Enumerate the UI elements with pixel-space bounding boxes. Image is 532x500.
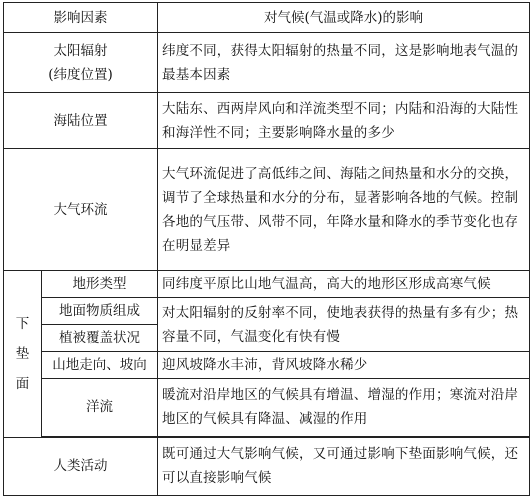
effect-sea-land: 大陆东、西两岸风向和洋流类型不同；内陆和沿海的大陆性和海洋性不同；主要影响降水量的多少 xyxy=(158,93,530,149)
factor-sun-line1: 太阳辐射 xyxy=(53,42,108,59)
effect-current: 暖流对沿岸地区的气候具有增温、增湿的作用；寒流对沿岸地区的气候具有降温、减湿的作用 xyxy=(158,378,530,436)
underlying-char-1: 下 xyxy=(15,316,30,333)
factor-human: 人类活动 xyxy=(4,437,158,495)
effect-sun: 纬度不同，获得太阳辐射的热量不同，这是影响地表气温的最基本因素 xyxy=(158,33,530,93)
effect-human: 既可通过大气影响气候，又可通过影响下垫面影响气候，还可以直接影响气候 xyxy=(158,437,530,495)
row-terrain xyxy=(4,271,530,298)
underlying-char-3: 面 xyxy=(15,376,30,393)
factor-sun-line2: (纬度位置) xyxy=(48,66,113,83)
factor-atmosphere: 大气环流 xyxy=(4,149,158,271)
effect-mountain: 迎风坡降水丰沛，背风坡降水稀少 xyxy=(158,351,530,378)
row-surface xyxy=(4,298,530,325)
factor-sea-land: 海陆位置 xyxy=(4,93,158,149)
factor-surface: 地面物质组成 xyxy=(42,298,158,325)
factor-current: 洋流 xyxy=(42,378,158,436)
effect-atmosphere: 大气环流促进了高低纬之间、海陆之间热量和水分的交换，调节了全球热量和水分的分布，显著影响各地的气候。控制各地的气压带、风带不同，年降水量和降水的季节变化也存在明显差异 xyxy=(158,149,530,271)
row-human xyxy=(4,437,530,495)
effect-terrain: 同纬度平原比山地气温高，高大的地形区形成高寒气候 xyxy=(158,271,530,298)
row-sun xyxy=(4,33,530,93)
effect-surface-vegetation: 对太阳辐射的反射率不同，使地表获得的热量有多有少；热容量不同，气温变化有快有慢 xyxy=(158,298,530,352)
underlying-group-label xyxy=(4,271,42,438)
climate-factors-table xyxy=(3,2,530,496)
header-factor: 影响因素 xyxy=(4,3,158,33)
row-current xyxy=(4,378,530,436)
header-effect: 对气候(气温或降水)的影响 xyxy=(158,3,530,33)
row-mountain xyxy=(4,351,530,378)
row-sea-land xyxy=(4,93,530,149)
header-row xyxy=(4,3,530,33)
factor-sun xyxy=(4,33,158,93)
factor-vegetation: 植被覆盖状况 xyxy=(42,325,158,352)
row-atmosphere xyxy=(4,149,530,271)
factor-terrain: 地形类型 xyxy=(42,271,158,298)
underlying-char-2: 垫 xyxy=(15,346,30,363)
factor-mountain: 山地走向、坡向 xyxy=(42,351,158,378)
